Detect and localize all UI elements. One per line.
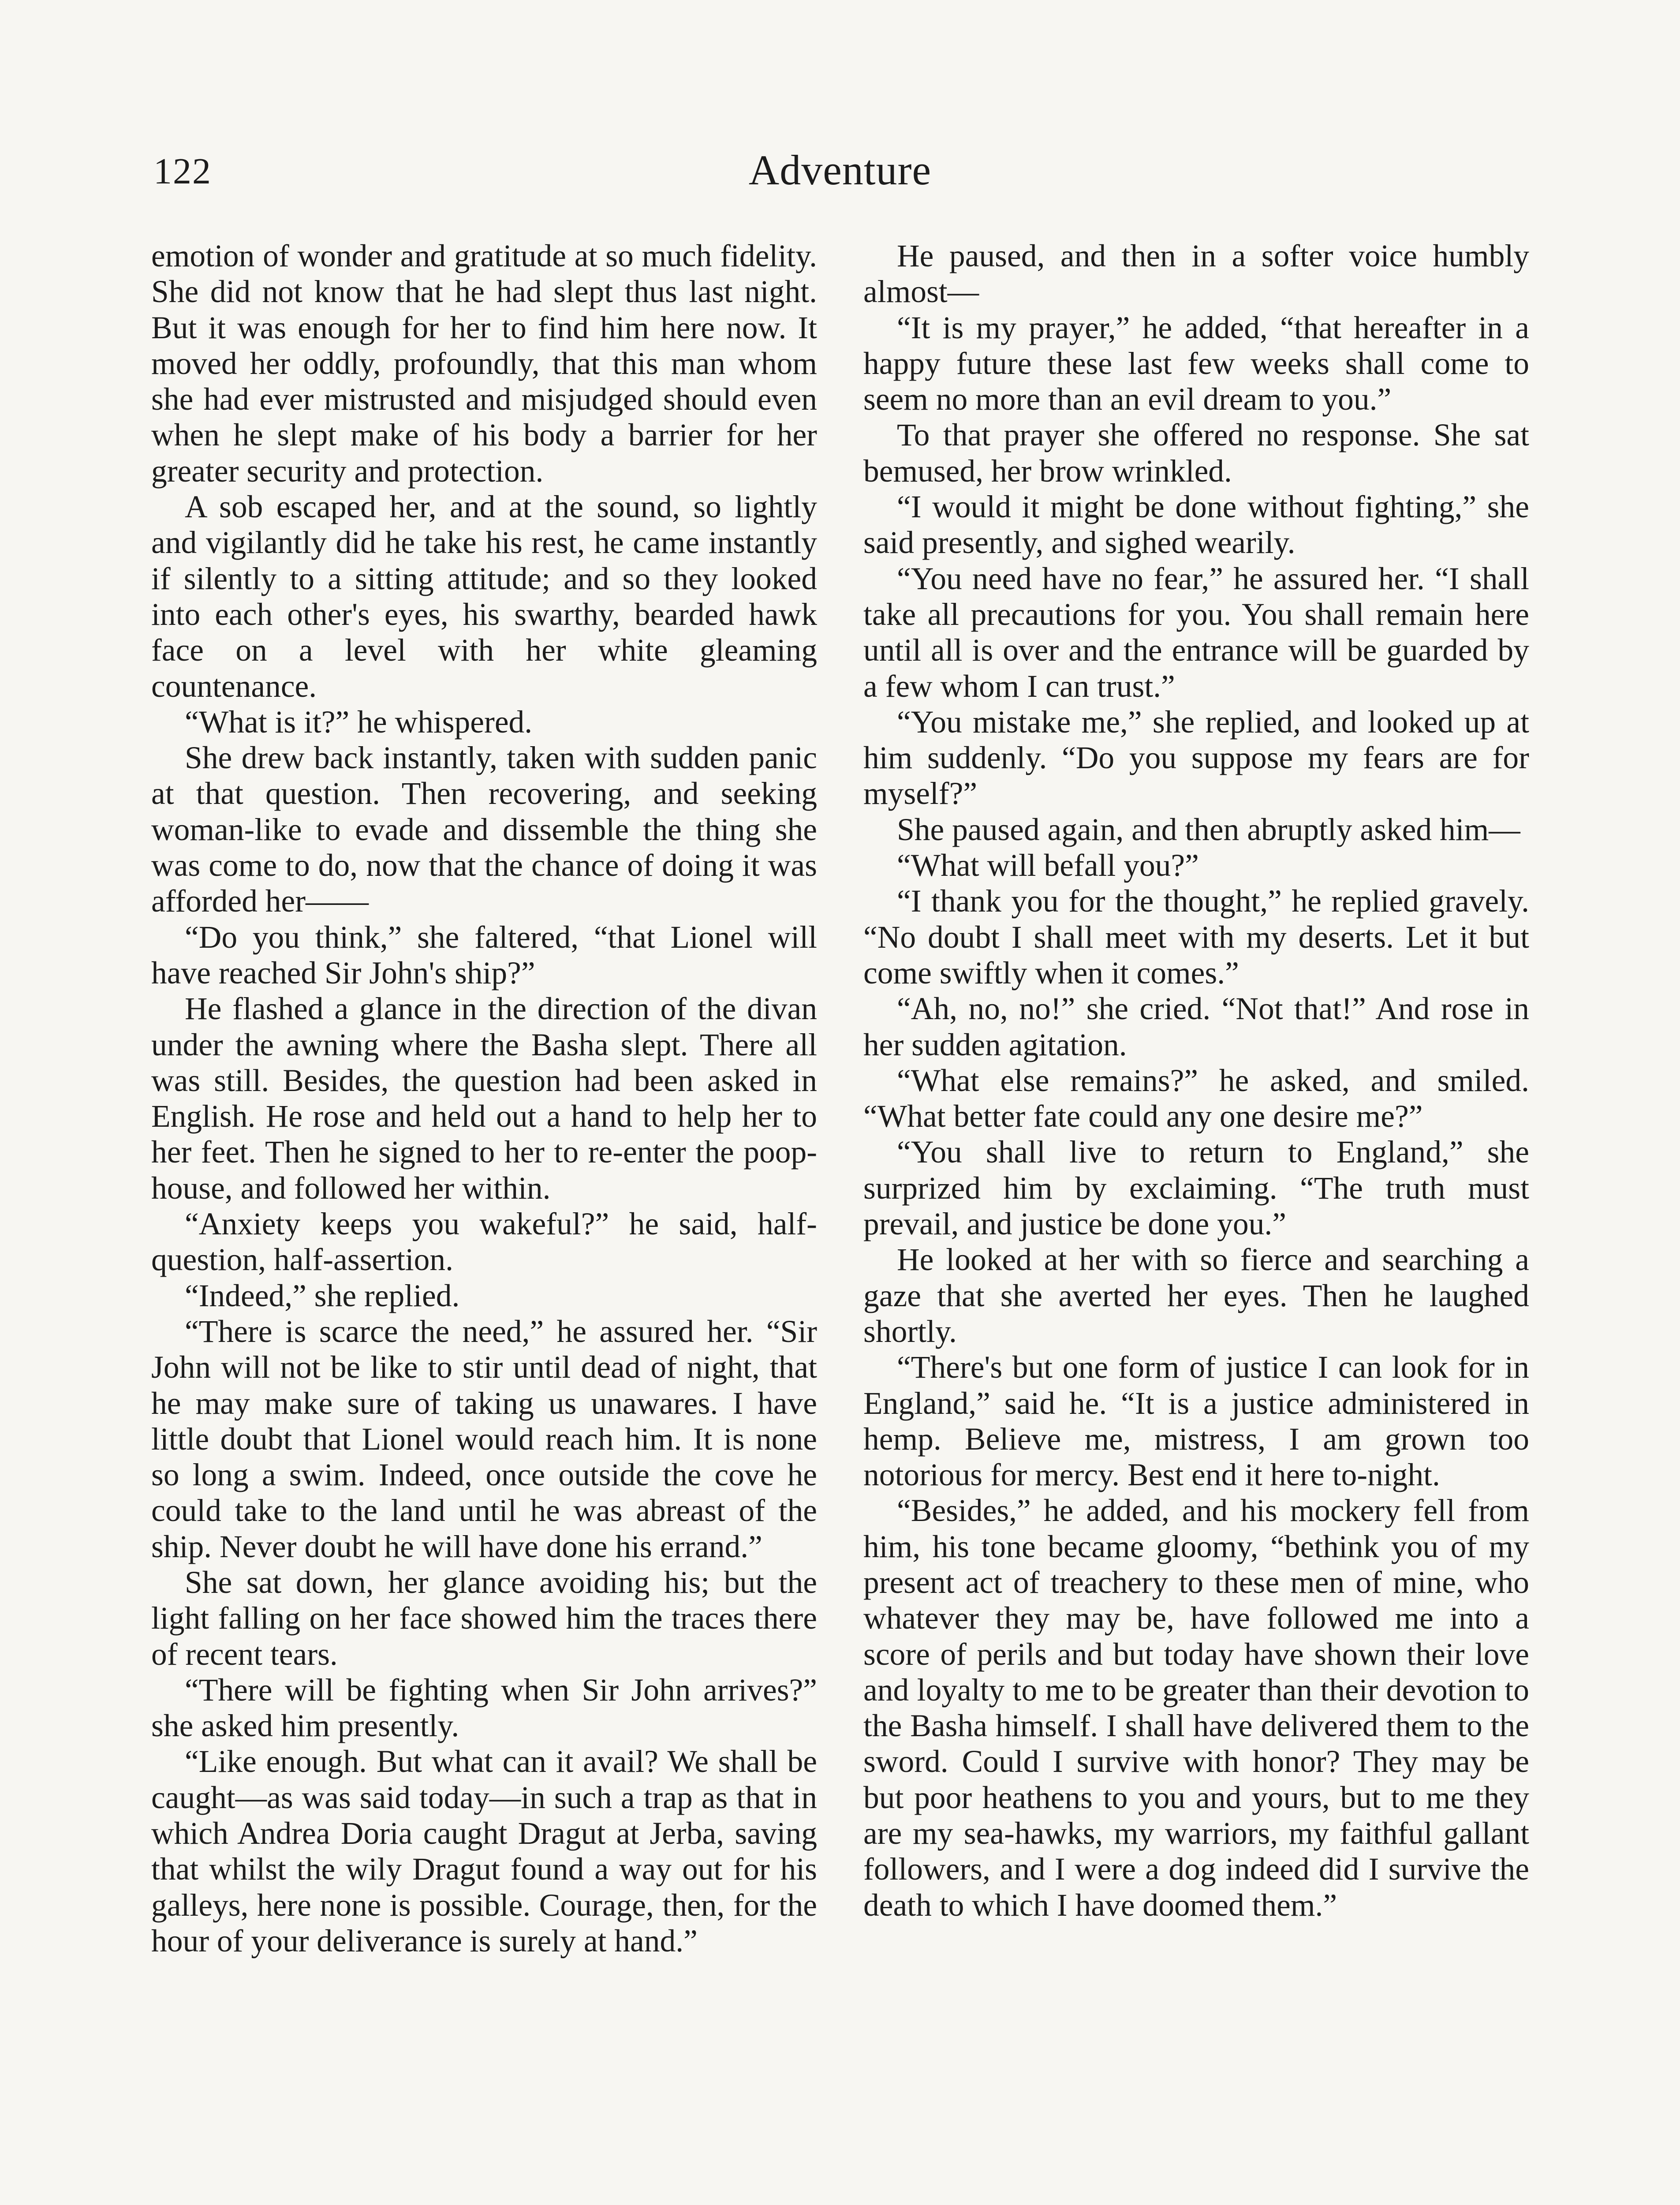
paragraph: “I thank you for the thought,” he replied gravely. “No doubt I shall meet with my deserts. Let it but come swiftly when it comes.” <box>863 884 1529 990</box>
paragraph: “You mistake me,” she replied, and looked up at him suddenly. “Do you suppose my fears are for myself?” <box>863 704 1529 811</box>
paragraph: “Ah, no, no!” she cried. “Not that!” And rose in her sudden agitation. <box>863 991 1529 1062</box>
paragraph: She sat down, her glance avoiding his; but the light falling on her face showed him the traces there of recent tears. <box>151 1565 817 1672</box>
paragraph: “There is scarce the need,” he assured her. “Sir John will not be like to stir until dead of night, that he may make sure of taking us unawares. I have little doubt that Lionel would reach him. It is none so long a swim. Indeed, once outside the cove he could take to the land until he was abreast of the ship. Never doubt he will have done his errand.” <box>151 1314 817 1564</box>
paragraph: To that prayer she offered no response. She sat bemused, her brow wrinkled. <box>863 418 1529 489</box>
paragraph: “There's but one form of justice I can look for in England,” said he. “It is a justice administered in hemp. Believe me, mistress, I am grown too notorious for mercy. Best end it here to-night. <box>863 1350 1529 1493</box>
right-column <box>863 238 1529 1923</box>
paragraph: “What else remains?” he asked, and smiled. “What better fate could any one desire me?” <box>863 1063 1529 1134</box>
paragraph: “It is my prayer,” he added, “that hereafter in a happy future these last few weeks shall come to seem no more than an evil dream to you.” <box>863 310 1529 417</box>
paragraph: He looked at her with so fierce and searching a gaze that she averted her eyes. Then he laughed shortly. <box>863 1242 1529 1349</box>
paragraph: “You need have no fear,” he assured her. “I shall take all precautions for you. You shall remain here until all is over and the entrance will be guarded by a few whom I can trust.” <box>863 561 1529 704</box>
paragraph: “What is it?” he whispered. <box>185 704 533 740</box>
paragraph: “Anxiety keeps you wakeful?” he said, half-question, half-assertion. <box>151 1207 817 1278</box>
running-head-title: Adventure <box>748 146 932 194</box>
paragraph: “I would it might be done without fighting,” she said presently, and sighed wearily. <box>863 490 1529 561</box>
paragraph: “Do you think,” she faltered, “that Lionel will have reached Sir John's ship?” <box>151 919 817 990</box>
paragraph: “You shall live to return to England,” she surprized him by exclaiming. “The truth must prevail, and justice be done you.” <box>863 1135 1529 1242</box>
paragraph: “There will be fighting when Sir John arrives?” she asked him presently. <box>151 1672 817 1744</box>
paragraph: A sob escaped her, and at the sound, so lightly and vigilantly did he take his rest, he came instantly if silently to a sitting attitude; and so they looked into each other's eyes, his swarthy, bearded hawk face on a level with her white gleaming countenance. <box>151 490 817 704</box>
left-column <box>151 238 817 1959</box>
paragraph: She drew back instantly, taken with sudden panic at that question. Then recovering, and seeking woman-like to evade and dissemble the thing she was come to do, now that the chance of doing it was afforded her—— <box>151 740 817 919</box>
paragraph: emotion of wonder and gratitude at so much fidelity. She did not know that he had slept thus last night. But it was enough for her to find him here now. It moved her oddly, profoundly, that this man whom she had ever mistrusted and misjudged should even when he slept make of his body a barrier for her greater security and protection. <box>151 239 817 489</box>
paragraph: He flashed a glance in the direction of the divan under the awning where the Basha slept. There all was still. Besides, the question had been asked in English. He rose and held out a hand to help her to her feet. Then he signed to her to re-enter the poop-house, and followed her within. <box>151 991 817 1206</box>
page-number: 122 <box>153 151 212 192</box>
paragraph: “Besides,” he added, and his mockery fell from him, his tone became gloomy, “bethink you of my present act of treachery to these men of mine, who whatever they may be, have followed me into a score of perils and but today have shown their love and loyalty to me to be greater than their devotion to the Basha himself. I shall have delivered them to the sword. Could I survive with honor? They may be but poor heathens to you and yours, but to me they are my sea-hawks, my warriors, my faithful gallant followers, and I were a dog indeed did I survive the death to which I have doomed them.” <box>863 1493 1529 1923</box>
paragraph: She paused again, and then abruptly asked him— <box>897 812 1520 847</box>
paragraph: He paused, and then in a softer voice humbly almost— <box>863 239 1529 310</box>
paragraph: “What will befall you?” <box>897 848 1199 883</box>
paragraph: “Indeed,” she replied. <box>185 1278 460 1313</box>
paragraph: “Like enough. But what can it avail? We shall be caught—as was said today—in such a trap as that in which Andrea Doria caught Dragut at Jerba, saving that whilst the wily Dragut found a way out for his galleys, here none is possible. Courage, then, for the hour of your deliverance is surely at hand.” <box>151 1744 817 1958</box>
